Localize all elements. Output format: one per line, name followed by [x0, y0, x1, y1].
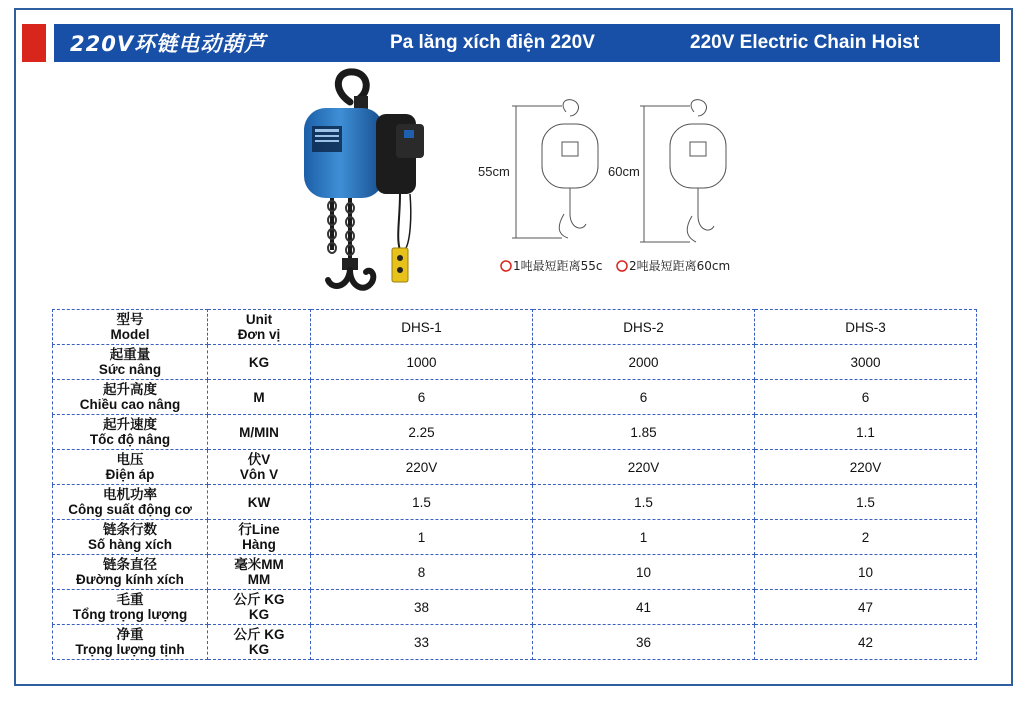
row-label-vi: Chiều cao nâng: [79, 397, 181, 412]
row-unit-secondary: KG: [248, 642, 270, 657]
row-unit-secondary: MM: [247, 572, 271, 587]
row-unit-primary: M: [253, 389, 265, 405]
row-unit-cell: [208, 380, 311, 415]
value-cell: 220V: [755, 450, 977, 485]
header-unit-en: Unit: [245, 312, 273, 327]
hoist-product-image: [292, 68, 452, 298]
row-unit-cell: [208, 520, 311, 555]
row-unit-cell: [208, 450, 311, 485]
bullet-icon: [617, 261, 627, 271]
title-english: 220V Electric Chain Hoist: [690, 32, 920, 53]
row-label-cell: [53, 380, 208, 415]
table-row: [53, 345, 977, 380]
row-unit-cell: [208, 345, 311, 380]
value-cell: 3000: [755, 345, 977, 380]
table-row: [53, 625, 977, 660]
value-cell: 1.5: [311, 485, 533, 520]
value-cell: 33: [311, 625, 533, 660]
dimension-left-label: 55cm: [478, 164, 510, 179]
row-label-cn: 电机功率: [103, 487, 157, 502]
row-label-vi: Sức nâng: [98, 362, 162, 377]
value-cell: 2.25: [311, 415, 533, 450]
row-unit-cell: [208, 555, 311, 590]
value-cell: 10: [755, 555, 977, 590]
row-unit-cell: [208, 415, 311, 450]
dimension-right-label: 60cm: [608, 164, 640, 179]
row-unit-primary: 毫米MM: [234, 557, 284, 572]
row-unit-primary: KG: [248, 354, 270, 370]
header-accent: [22, 24, 46, 62]
row-label-cn: 链条直径: [103, 557, 157, 572]
row-label-vi: Trọng lượng tịnh: [75, 642, 185, 657]
row-label-cell: [53, 590, 208, 625]
value-cell: 1.1: [755, 415, 977, 450]
title-vietnamese: Pa lăng xích điện 220V: [390, 32, 595, 53]
row-label-vi: Tốc độ nâng: [89, 432, 171, 447]
row-label-cell: [53, 345, 208, 380]
row-unit-primary: 公斤 KG: [233, 627, 285, 642]
value-cell: 1: [311, 520, 533, 555]
row-label-cell: [53, 520, 208, 555]
spec-table: [52, 309, 977, 660]
dimension-diagram: [472, 96, 762, 278]
row-unit-cell: [208, 590, 311, 625]
value-cell: 220V: [533, 450, 755, 485]
row-label-cn: 链条行数: [103, 522, 157, 537]
row-label-vi: Điện áp: [105, 467, 155, 482]
row-unit-primary: 伏V: [247, 452, 271, 467]
value-cell: 1.85: [533, 415, 755, 450]
title-chinese: 220V环链电动葫芦: [70, 32, 267, 56]
header-label-cn: 型号: [116, 312, 144, 327]
title-banner: [54, 24, 1000, 62]
header-unit-vi: Đơn vị: [237, 327, 281, 342]
header-unit-cell: [208, 310, 311, 345]
bullet-icon: [501, 261, 511, 271]
value-cell: 42: [755, 625, 977, 660]
value-cell: 41: [533, 590, 755, 625]
value-cell: 38: [311, 590, 533, 625]
row-unit-secondary: Vôn V: [239, 467, 279, 482]
row-label-cell: [53, 450, 208, 485]
row-unit-secondary: KG: [248, 607, 270, 622]
row-unit-primary: 行Line: [238, 522, 280, 537]
row-label-cn: 净重: [116, 627, 144, 642]
table-row: [53, 590, 977, 625]
row-label-vi: Công suất động cơ: [68, 502, 192, 517]
value-cell: 47: [755, 590, 977, 625]
row-unit-primary: 公斤 KG: [233, 592, 285, 607]
table-row: [53, 555, 977, 590]
row-label-cell: [53, 485, 208, 520]
value-cell: 10: [533, 555, 755, 590]
header-label-en: Model: [110, 327, 150, 342]
model-header-cell: DHS-2: [533, 310, 755, 345]
value-cell: 1: [533, 520, 755, 555]
row-unit-cell: [208, 485, 311, 520]
value-cell: 6: [755, 380, 977, 415]
value-cell: 220V: [311, 450, 533, 485]
caption-left: 1吨最短距离55c: [513, 259, 603, 273]
caption-right: 2吨最短距离60cm: [629, 259, 731, 273]
table-row: [53, 520, 977, 555]
value-cell: 36: [533, 625, 755, 660]
row-label-vi: Đường kính xích: [76, 572, 184, 587]
row-unit-primary: M/MIN: [239, 424, 279, 440]
row-label-vi: Số hàng xích: [87, 537, 172, 552]
row-label-cn: 起升高度: [103, 382, 157, 397]
table-header-row: [53, 310, 977, 345]
row-label-cn: 电压: [116, 452, 144, 467]
row-unit-cell: [208, 625, 311, 660]
model-header-cell: DHS-1: [311, 310, 533, 345]
row-label-cn: 起升速度: [103, 417, 157, 432]
row-label-vi: Tổng trọng lượng: [72, 607, 188, 622]
value-cell: 2: [755, 520, 977, 555]
row-label-cn: 毛重: [116, 592, 144, 607]
table-row: [53, 380, 977, 415]
table-row: [53, 415, 977, 450]
table-row: [53, 450, 977, 485]
row-label-cell: [53, 625, 208, 660]
row-label-cell: [53, 555, 208, 590]
value-cell: 1.5: [755, 485, 977, 520]
row-unit-primary: KW: [247, 494, 271, 510]
model-header-cell: DHS-3: [755, 310, 977, 345]
value-cell: 8: [311, 555, 533, 590]
header-label-cell: [53, 310, 208, 345]
table-row: [53, 485, 977, 520]
value-cell: 6: [311, 380, 533, 415]
value-cell: 1.5: [533, 485, 755, 520]
row-label-cell: [53, 415, 208, 450]
row-label-cn: 起重量: [109, 347, 151, 362]
row-unit-secondary: Hàng: [242, 537, 276, 552]
value-cell: 2000: [533, 345, 755, 380]
value-cell: 6: [533, 380, 755, 415]
value-cell: 1000: [311, 345, 533, 380]
